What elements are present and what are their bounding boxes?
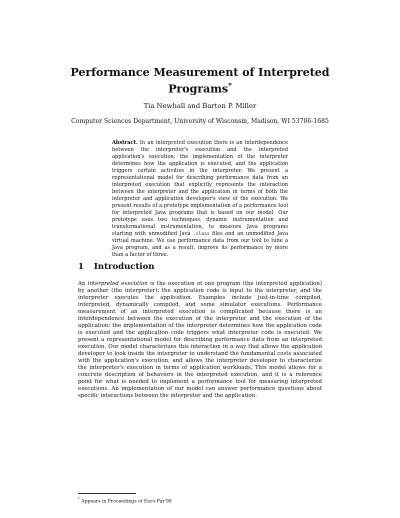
intro-body: is the execution of one program (the interpreted application) by another (the interpreter); the application code is input to the interpreter, and the interpreter executes the application. Examples include just-in-time compiled, interpreted, dynamically compiled, and some simulator executions. Performance measurement of an interpreted execution is complicated because there is an interdependence between the execution of the interpreter and the execution of the application; the implementation of the interpreter determines how the application code is executed and the application code triggers what interpreter code is executed. We present a representational model for describing performance data from an interpreted execution. Our model characterizes this interaction in a way that allows the application developer to look inside the interpreter to understand the fundamental costs associated with the application's execution, and allows the interpreter developer to characterize the interpreter's execution in terms of application workloads. This model allows for a concrete description of behaviors in the interpreted execution, and it is a reference point for what is needed to implement a performance tool for measuring interpreted executions. An implementation of our model can answer performance questions about specific interactions between the interpreter and the application. bbox=[78, 281, 322, 399]
section-number: 1 bbox=[78, 262, 84, 272]
introduction-paragraph bbox=[78, 281, 322, 400]
intro-term: interpreted execution bbox=[87, 281, 148, 287]
footnote-text: Appears in Proceedings of Euro-Par'98 bbox=[81, 499, 172, 505]
paper-title bbox=[60, 66, 340, 96]
title-line-2: Programs bbox=[168, 82, 229, 96]
abstract-text-2: files and an unmodified Java virtual machine. We use performance data from our tool to tune a Java program, and as a result, improve its performance by more than a factor of three. bbox=[112, 231, 289, 258]
intro-prefix: An bbox=[78, 281, 86, 287]
section-heading bbox=[78, 262, 154, 272]
abstract-code-term: .class bbox=[193, 232, 210, 237]
abstract bbox=[112, 140, 288, 259]
section-title: Introduction bbox=[93, 262, 155, 272]
title-footnote-mark: * bbox=[228, 81, 232, 90]
title-line-1: Performance Measurement of Interpreted bbox=[70, 66, 330, 79]
abstract-text-1: In an interpreted execution there is an interdependence between the interpreter's execution and the interpreted application's execution; the implementation of the interpreter determines how the application is executed, and the application triggers certain activities in the interpreter. We present a representational model for describing performance data from an interpreted execution that explicitly represents the interaction between the interpreter and the application in terms of both the interpreter and application developer's view of the execution. We present results of a prototype implementation of a performance tool for interpreted Java programs that is based on our model. Our prototype uses two techniques, dynamic instrumentation and transformational instrumentation, to measure Java programs starting with unmodified Java bbox=[112, 140, 288, 237]
footnote-mark: * bbox=[78, 497, 80, 501]
paper-affiliation: Computer Sciences Department, University of Wisconsin, Madison, WI 53706-1685 bbox=[71, 118, 329, 125]
footnote bbox=[78, 496, 172, 506]
footnote-rule bbox=[78, 493, 136, 494]
paper-authors: Tia Newhall and Barton P. Miller bbox=[143, 102, 257, 110]
abstract-label: Abstract. bbox=[112, 140, 138, 146]
